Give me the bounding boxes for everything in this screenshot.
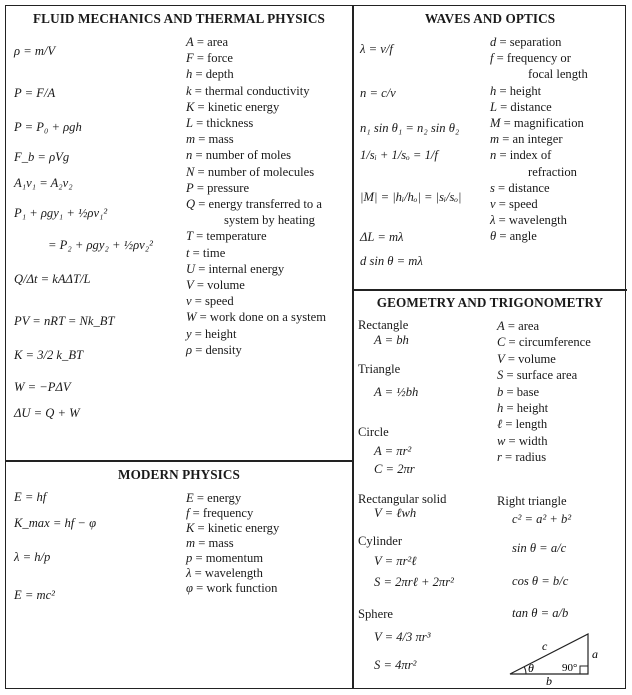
- geometry-variable: r = radius: [497, 450, 547, 465]
- variable-definition: index of: [509, 148, 552, 163]
- variable-symbol: f: [490, 51, 494, 66]
- variable-definition: speed: [205, 294, 234, 309]
- waves-equation: n₁ sin θ₁ = n₂ sin θ₂: [360, 121, 460, 135]
- variable-definition: speed: [509, 197, 538, 211]
- variable-symbol: S: [497, 368, 504, 383]
- side-b-label: b: [546, 674, 552, 686]
- variable-symbol: k: [186, 83, 192, 98]
- variable-definition: an integer: [512, 132, 563, 147]
- variable-symbol: λ: [186, 566, 192, 580]
- variable-definition: angle: [509, 229, 537, 244]
- variable-symbol: A: [186, 35, 194, 49]
- variable-definition: frequency: [202, 506, 254, 520]
- right-section-divider: [353, 289, 627, 291]
- waves-equation: n = c/v: [360, 86, 396, 100]
- waves-equation: 1/sᵢ + 1/sₒ = 1/f: [360, 148, 438, 162]
- variable-symbol: V: [497, 351, 505, 366]
- variable-definition: pressure: [207, 180, 250, 195]
- variable-definition: mass: [208, 536, 234, 550]
- geometry-variable: A = area: [497, 319, 540, 333]
- variable-definition: work function: [206, 581, 278, 595]
- waves-equation: d sin θ = mλ: [360, 254, 423, 268]
- modern-variable: φ = work function: [186, 581, 278, 595]
- variable-symbol: T: [186, 229, 194, 244]
- geometry-right-triangle-label: Right triangle: [497, 494, 567, 508]
- variable-symbol: E: [186, 491, 194, 505]
- variable-symbol: t: [186, 245, 190, 260]
- geometry-triangle-label: Triangle: [358, 362, 401, 376]
- fluid-equation: P₁ + ρgy₁ + ½ρv₁²: [14, 206, 108, 220]
- fluid-variable: L = thickness: [186, 116, 254, 130]
- right-angle-marker: [580, 666, 588, 674]
- fluid-variable: F = force: [186, 51, 233, 66]
- variable-symbol: V: [186, 278, 194, 292]
- theta-label: θ: [528, 661, 534, 675]
- variable-definition: frequency or: [506, 51, 571, 66]
- modern-variable: λ = wavelength: [186, 566, 263, 580]
- fluid-variable: W = work done on a system: [186, 310, 327, 325]
- variable-symbol: P: [186, 180, 194, 195]
- geometry-cylinder-volume: V = πr²ℓ: [374, 554, 417, 568]
- variable-definition: area: [207, 35, 229, 49]
- variable-symbol: v: [490, 197, 496, 211]
- variable-definition: energy transferred to a: [208, 197, 322, 211]
- geometry-variable: S = surface area: [497, 368, 578, 383]
- variable-definition: height: [509, 83, 542, 98]
- variable-symbol: ℓ: [497, 417, 503, 432]
- variable-symbol: n: [490, 148, 497, 163]
- fluid-variable: v = speed: [186, 294, 234, 309]
- modern-variable: p = momentum: [186, 551, 264, 565]
- modern-equation: E = mc²: [14, 588, 55, 602]
- fluid-variable: y = height: [186, 326, 237, 341]
- fluid-variable: N = number of molecules: [186, 164, 315, 179]
- variable-definition: wavelength: [204, 566, 263, 580]
- variable-symbol: λ: [490, 213, 496, 228]
- geometry-variable: V = volume: [497, 351, 556, 366]
- geometry-sphere-volume: V = 4/3 πr³: [374, 630, 431, 644]
- variable-symbol: Q: [186, 197, 196, 211]
- variable-symbol: K: [186, 99, 195, 114]
- fluid-equation: P = P₀ + ρgh: [14, 120, 82, 134]
- variable-definition: time: [202, 245, 226, 260]
- geometry-rectangle-label: Rectangle: [358, 318, 409, 332]
- fluid-variable: T = temperature: [186, 229, 267, 244]
- variable-symbol: M: [490, 116, 501, 130]
- waves-variable: θ = angle: [490, 229, 537, 244]
- variable-symbol: n: [186, 148, 193, 163]
- variable-definition: force: [207, 51, 233, 66]
- variable-definition: number of molecules: [207, 164, 315, 179]
- variable-definition: thickness: [206, 116, 254, 130]
- geometry-variable: C = circumference: [497, 335, 591, 350]
- section-title-fluid: FLUID MECHANICS AND THERMAL PHYSICS: [33, 11, 325, 26]
- fluid-variable: V = volume: [186, 278, 245, 292]
- variable-definition: magnification: [513, 116, 584, 130]
- variable-definition: kinetic energy: [207, 521, 280, 535]
- fluid-equation: = P₂ + ρgy₂ + ½ρv₂²: [48, 238, 153, 252]
- variable-symbol: F: [186, 51, 194, 66]
- fluid-equation: K = 3/2 k_BT: [14, 348, 84, 362]
- geometry-variable: w = width: [497, 433, 548, 448]
- variable-symbol: ρ: [186, 342, 193, 357]
- geometry-sphere-surface: S = 4πr²: [374, 658, 417, 672]
- variable-definition-continued: system by heating: [224, 213, 315, 228]
- fluid-equation: W = −PΔV: [14, 380, 71, 394]
- variable-symbol: m: [186, 536, 196, 550]
- variable-symbol: θ: [490, 229, 497, 244]
- fluid-variable: P = pressure: [186, 180, 250, 195]
- side-a-label: a: [592, 647, 598, 661]
- column-divider: [352, 6, 354, 688]
- fluid-equation: F_b = ρVg: [14, 150, 70, 164]
- variable-symbol: h: [497, 401, 504, 415]
- waves-variable: h = height: [490, 83, 542, 98]
- formula-sheet: [5, 5, 626, 689]
- fluid-variable: t = time: [186, 245, 226, 260]
- variable-symbol: s: [490, 180, 495, 195]
- variable-symbol: φ: [186, 581, 193, 595]
- variable-definition: depth: [205, 67, 234, 82]
- fluid-equation: ρ = m/V: [14, 44, 56, 58]
- fluid-variable: n = number of moles: [186, 148, 292, 163]
- variable-definition: distance: [510, 99, 552, 114]
- geometry-cylinder-surface: S = 2πrℓ + 2πr²: [374, 575, 454, 589]
- variable-symbol: h: [490, 83, 497, 98]
- variable-definition: area: [518, 319, 540, 333]
- geometry-variable: ℓ = length: [497, 417, 548, 432]
- variable-definition-continued: focal length: [528, 67, 588, 82]
- waves-equation: ΔL = mλ: [360, 230, 404, 244]
- section-title-waves: WAVES AND OPTICS: [424, 11, 556, 26]
- variable-symbol: C: [497, 335, 506, 350]
- variable-symbol: f: [186, 506, 190, 520]
- geometry-rect-solid-volume: V = ℓwh: [374, 506, 417, 520]
- variable-symbol: p: [186, 551, 193, 565]
- variable-definition: density: [205, 342, 242, 357]
- variable-symbol: r: [497, 450, 502, 465]
- variable-symbol: d: [490, 35, 497, 49]
- variable-definition: energy: [207, 491, 242, 505]
- variable-definition: temperature: [206, 229, 267, 244]
- waves-equation: |M| = |hᵢ/hₒ| = |sᵢ/sₒ|: [360, 190, 462, 204]
- waves-equation: λ = v/f: [360, 42, 393, 56]
- variable-definition: distance: [508, 180, 550, 195]
- fluid-equation: PV = nRT = Nk_BT: [14, 314, 115, 328]
- fluid-equation: A₁v₁ = A₂v₂: [14, 176, 73, 190]
- variable-symbol: K: [186, 521, 195, 535]
- variable-definition: width: [518, 433, 548, 448]
- modern-variable: f = frequency: [186, 506, 254, 520]
- side-c-label: c: [542, 639, 548, 653]
- variable-definition: volume: [518, 351, 556, 366]
- variable-definition: wavelength: [508, 213, 567, 228]
- variable-symbol: y: [186, 326, 192, 341]
- variable-symbol: m: [490, 132, 500, 147]
- geometry-variable: b = base: [497, 384, 540, 399]
- variable-symbol: L: [186, 116, 194, 130]
- modern-variable: m = mass: [186, 536, 234, 550]
- geometry-circle-circumference: C = 2πr: [374, 462, 415, 476]
- fluid-variable: U = internal energy: [186, 261, 285, 276]
- variable-symbol: W: [186, 310, 197, 325]
- waves-variable: m = an integer: [490, 132, 563, 147]
- variable-definition: internal energy: [208, 261, 285, 276]
- fluid-equation: Q/Δt = kAΔT/L: [14, 272, 91, 286]
- fluid-variable: Q = energy transferred to a system by heating: [186, 197, 322, 228]
- waves-variable: v = speed: [490, 197, 538, 211]
- variable-symbol: w: [497, 433, 506, 448]
- modern-variable: K = kinetic energy: [186, 521, 280, 535]
- fluid-variable: m = mass: [186, 132, 234, 147]
- variable-symbol: N: [186, 164, 195, 179]
- geometry-cylinder-label: Cylinder: [358, 534, 403, 548]
- variable-definition: mass: [208, 132, 234, 147]
- fluid-variable: A = area: [186, 35, 229, 49]
- variable-definition: base: [516, 384, 540, 399]
- right-triangle-diagram: [502, 626, 612, 686]
- fluid-variable: h = depth: [186, 67, 234, 82]
- geometry-circle-area: A = πr²: [374, 444, 412, 458]
- waves-variable: n = index of refraction: [490, 148, 577, 179]
- waves-variable: s = distance: [490, 180, 550, 195]
- angle-arc: [524, 667, 526, 674]
- variable-symbol: U: [186, 261, 196, 276]
- variable-symbol: m: [186, 132, 196, 147]
- variable-definition: height: [516, 401, 549, 415]
- variable-definition: volume: [207, 278, 245, 292]
- geometry-circle-label: Circle: [358, 425, 389, 439]
- variable-definition: kinetic energy: [207, 99, 280, 114]
- variable-definition: radius: [515, 450, 547, 465]
- cosine-equation: cos θ = b/c: [512, 574, 569, 588]
- variable-definition: thermal conductivity: [205, 83, 310, 98]
- modern-variable: E = energy: [186, 491, 242, 505]
- left-section-divider: [6, 460, 352, 462]
- sine-equation: sin θ = a/c: [512, 541, 567, 555]
- modern-equation: λ = h/p: [14, 550, 51, 564]
- variable-symbol: b: [497, 384, 504, 399]
- variable-definition: number of moles: [205, 148, 292, 163]
- variable-symbol: L: [490, 99, 498, 114]
- fluid-variable: K = kinetic energy: [186, 99, 280, 114]
- variable-definition: separation: [509, 35, 562, 49]
- fluid-equation: ΔU = Q + W: [14, 406, 80, 420]
- right-angle-label: 90°: [562, 662, 578, 674]
- pythagorean-equation: c² = a² + b²: [512, 512, 572, 526]
- modern-equation: E = hf: [14, 490, 47, 504]
- modern-equation: K_max = hf − φ: [14, 516, 97, 530]
- geometry-variable: h = height: [497, 401, 549, 415]
- geometry-rectangle-area: A = bh: [374, 333, 409, 347]
- section-title-modern: MODERN PHYSICS: [118, 467, 240, 482]
- waves-variable: M = magnification: [490, 116, 584, 130]
- variable-definition: length: [515, 417, 548, 432]
- variable-definition: surface area: [516, 368, 578, 383]
- variable-definition: momentum: [205, 551, 264, 565]
- variable-definition: height: [205, 326, 237, 341]
- waves-variable: d = separation: [490, 35, 562, 49]
- variable-definition: work done on a system: [209, 310, 327, 325]
- variable-symbol: h: [186, 67, 193, 82]
- section-title-geometry: GEOMETRY AND TRIGONOMETRY: [376, 295, 604, 310]
- fluid-variable: k = thermal conductivity: [186, 83, 310, 98]
- variable-symbol: v: [186, 294, 192, 309]
- fluid-equation: P = F/A: [14, 86, 56, 100]
- geometry-rect-solid-label: Rectangular solid: [358, 492, 447, 506]
- variable-definition: circumference: [518, 335, 591, 350]
- variable-definition-continued: refraction: [528, 164, 577, 179]
- waves-variable: λ = wavelength: [490, 213, 567, 228]
- geometry-triangle-area: A = ½bh: [374, 385, 419, 399]
- tangent-equation: tan θ = a/b: [512, 606, 569, 620]
- waves-variable: f = frequency or focal length: [490, 51, 588, 82]
- waves-variable: L = distance: [490, 99, 552, 114]
- fluid-variable: ρ = density: [186, 342, 242, 357]
- geometry-sphere-label: Sphere: [358, 607, 393, 621]
- variable-symbol: A: [497, 319, 505, 333]
